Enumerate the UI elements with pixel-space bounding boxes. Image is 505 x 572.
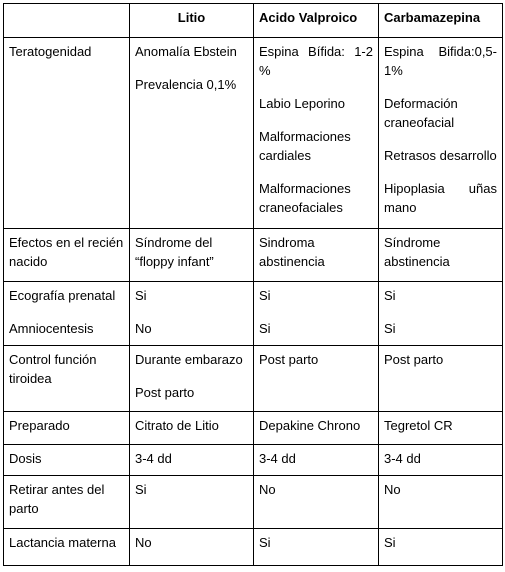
cell-line: Tegretol CR: [384, 418, 453, 433]
cell-valproico: [254, 476, 379, 529]
cell-litio: [130, 529, 254, 566]
cell-line: Hipoplasia uñas mano: [384, 181, 497, 215]
cell-line: Síndrome del “floppy infant”: [135, 235, 214, 269]
header-row: [4, 4, 503, 38]
table-row: [4, 445, 503, 476]
cell-line: Citrato de Litio: [135, 418, 219, 433]
cell-valproico: [254, 445, 379, 476]
cell-line: No: [259, 482, 276, 497]
table-row: [4, 282, 503, 346]
cell-litio: [130, 412, 254, 445]
cell-line: Anomalía Ebstein: [135, 44, 237, 59]
cell-litio: [130, 476, 254, 529]
cell-line: Malformaciones cardiales: [259, 129, 351, 163]
cell-line: Si: [384, 535, 396, 550]
cell-line: Espina Bífida: 1-2 %: [259, 44, 373, 78]
cell-valproico: [254, 229, 379, 282]
cell-carbamazepina: [379, 412, 503, 445]
row-label: [4, 229, 130, 282]
cell-litio: [130, 445, 254, 476]
cell-line: Prevalencia 0,1%: [135, 77, 237, 92]
cell-carbamazepina: [379, 38, 503, 229]
cell-carbamazepina: [379, 346, 503, 412]
cell-line: Sindroma abstinencia: [259, 235, 325, 269]
cell-line: Si: [135, 288, 147, 303]
cell-line: No: [135, 535, 152, 550]
cell-line: Espina Bifida:0,5-1%: [384, 44, 497, 78]
cell-line: No: [135, 321, 152, 336]
table-row: [4, 412, 503, 445]
header-litio: Litio: [130, 4, 254, 38]
cell-line: Si: [259, 288, 271, 303]
cell-line: 3-4 dd: [259, 451, 296, 466]
cell-line: Labio Leporino: [259, 96, 346, 111]
table-row: [4, 38, 503, 229]
row-label: [4, 346, 130, 412]
row-label-text: Amniocentesis: [9, 321, 94, 336]
cell-line: 3-4 dd: [384, 451, 421, 466]
row-label: [4, 38, 130, 229]
cell-litio: [130, 38, 254, 229]
cell-line: Si: [135, 482, 147, 497]
row-label: [4, 282, 130, 346]
cell-carbamazepina: [379, 229, 503, 282]
cell-line: Deformación craneofacial: [384, 96, 458, 130]
row-label-text: Preparado: [9, 418, 70, 433]
row-label: [4, 476, 130, 529]
row-label: [4, 412, 130, 445]
row-label-text: Ecografía prenatal: [9, 288, 116, 303]
cell-carbamazepina: [379, 476, 503, 529]
row-label-text: Lactancia materna: [9, 535, 116, 550]
table-row: [4, 476, 503, 529]
cell-line: Si: [259, 321, 271, 336]
cell-line: Si: [384, 321, 396, 336]
cell-line: Si: [259, 535, 271, 550]
cell-litio: [130, 229, 254, 282]
cell-line: Malformaciones craneofaciales: [259, 181, 351, 215]
cell-valproico: [254, 412, 379, 445]
cell-line: Post parto: [259, 352, 319, 367]
cell-carbamazepina: [379, 282, 503, 346]
row-label-text: Teratogenidad: [9, 44, 92, 59]
row-label-text: Control función tiroidea: [9, 352, 97, 386]
cell-line: Post parto: [384, 352, 444, 367]
cell-valproico: [254, 346, 379, 412]
header-carbamazepina: Carbamazepina: [379, 4, 503, 38]
row-label-text: Retirar antes del parto: [9, 482, 105, 516]
cell-line: Post parto: [135, 385, 195, 400]
cell-line: Si: [384, 288, 396, 303]
row-label: [4, 445, 130, 476]
cell-line: Retrasos desarrollo: [384, 148, 497, 163]
cell-line: 3-4 dd: [135, 451, 172, 466]
cell-litio: [130, 282, 254, 346]
cell-carbamazepina: [379, 529, 503, 566]
cell-valproico: [254, 38, 379, 229]
cell-litio: [130, 346, 254, 412]
cell-line: Durante embarazo: [135, 352, 243, 367]
cell-line: No: [384, 482, 401, 497]
cell-valproico: [254, 529, 379, 566]
header-empty: [4, 4, 130, 38]
cell-carbamazepina: [379, 445, 503, 476]
table-row: [4, 229, 503, 282]
header-valproico: Acido Valproico: [254, 4, 379, 38]
row-label: [4, 529, 130, 566]
row-label-text: Dosis: [9, 451, 42, 466]
table-row: [4, 529, 503, 566]
cell-line: Depakine Chrono: [259, 418, 361, 433]
cell-valproico: [254, 282, 379, 346]
row-label-text: Efectos en el recién nacido: [9, 235, 124, 269]
comparison-table: [3, 3, 503, 566]
cell-line: Síndrome abstinencia: [384, 235, 450, 269]
table-row: [4, 346, 503, 412]
